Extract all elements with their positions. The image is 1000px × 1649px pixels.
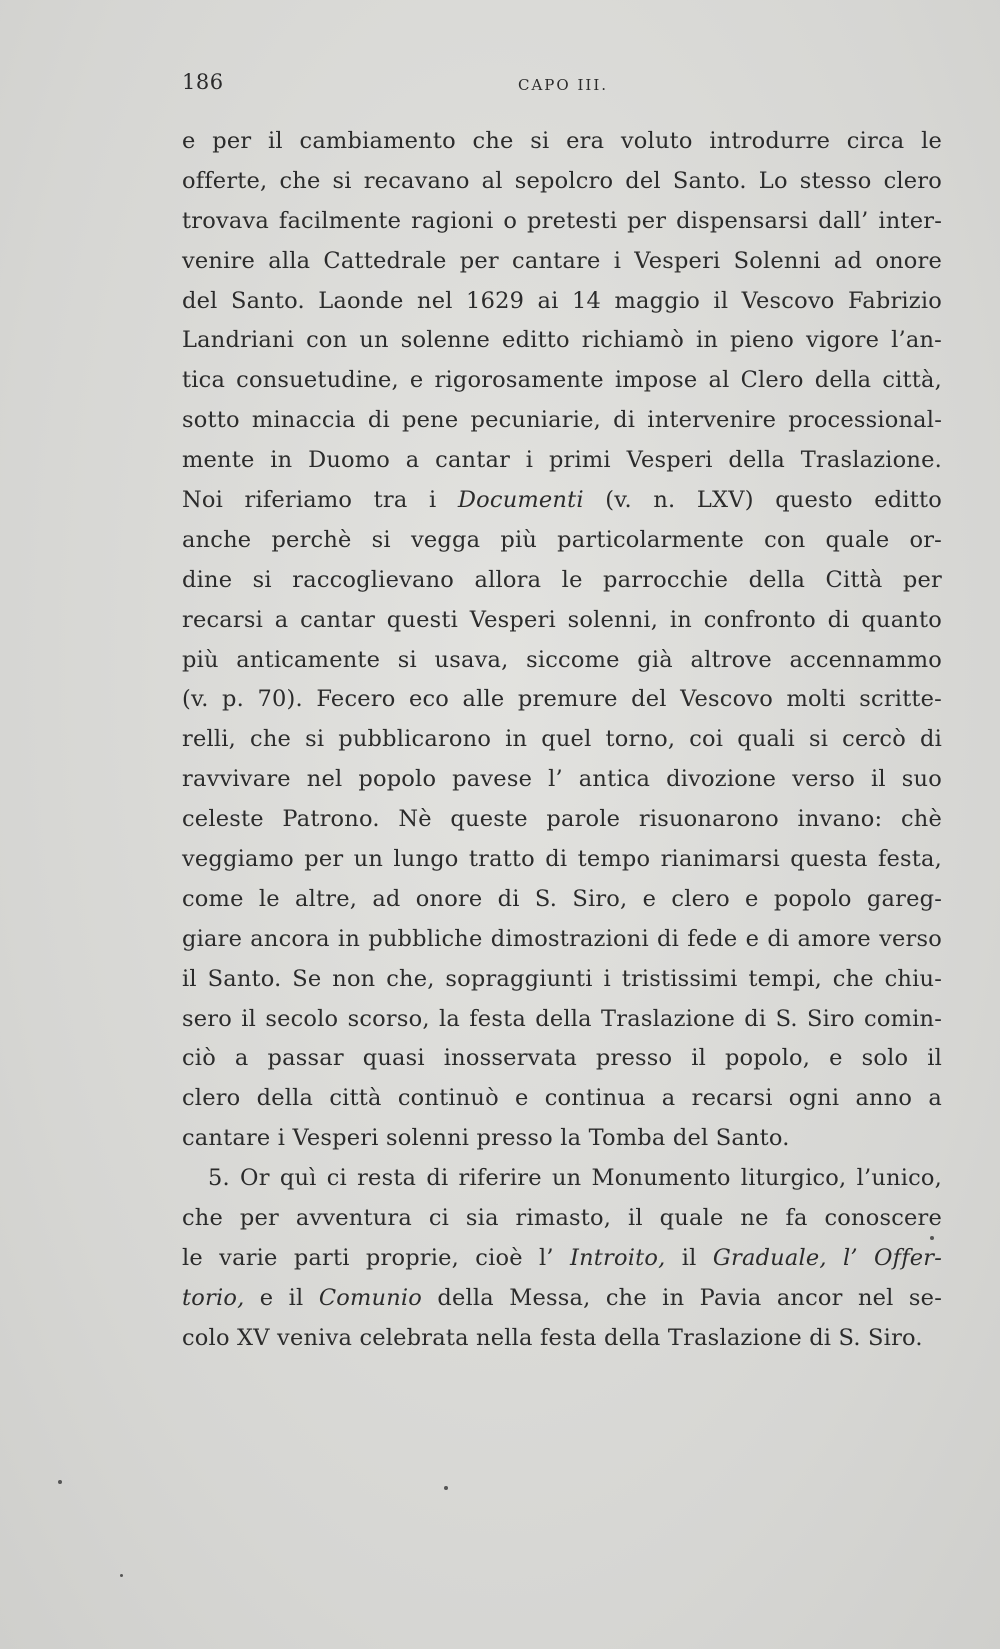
italic-term: Comunio bbox=[318, 1284, 423, 1311]
text-line: clero della città continuò e continua a recarsi ogni anno a bbox=[182, 1085, 942, 1112]
text-line: celeste Patrono. Nè queste parole risuonarono invano: chè bbox=[182, 806, 942, 833]
paper-speck bbox=[58, 1480, 62, 1484]
text-line: come le altre, ad onore di S. Siro, e clero e popolo gareg- bbox=[182, 885, 942, 912]
running-head bbox=[182, 70, 942, 100]
text-line: giare ancora in pubbliche dimostrazioni di fede e di amore verso bbox=[182, 925, 942, 952]
text-line: sotto minaccia di pene pecuniarie, di intervenire processional- bbox=[182, 407, 942, 434]
text-line-with-italic: torio, e il Comunio della Messa, che in Pavia ancor nel se- bbox=[182, 1284, 942, 1311]
text-line: Landriani con un solenne editto richiamò in pieno vigore l’an- bbox=[182, 327, 942, 354]
italic-term: Graduale, bbox=[712, 1244, 827, 1271]
italic-term: torio, bbox=[182, 1284, 245, 1311]
text-line: mente in Duomo a cantar i primi Vesperi della Traslazione. bbox=[182, 447, 942, 474]
text-line: che per avventura ci sia rimasto, il quale ne fa conoscere bbox=[182, 1205, 942, 1232]
text-line: sero il secolo scorso, la festa della Traslazione di S. Siro comin- bbox=[182, 1005, 942, 1032]
text-line: offerte, che si recavano al sepolcro del Santo. Lo stesso clero bbox=[182, 167, 942, 194]
text-line: e per il cambiamento che si era voluto introdurre circa le bbox=[182, 128, 942, 154]
text-line-with-italic: le varie parti proprie, cioè l’ Introito, il Graduale, l’ Offer- bbox=[182, 1244, 943, 1271]
italic-term: l’ Offer- bbox=[843, 1244, 943, 1271]
text-line: trovava facilmente ragioni o pretesti per dispensarsi dall’ inter- bbox=[182, 207, 942, 234]
paper-speck bbox=[120, 1574, 123, 1577]
text-line: venire alla Cattedrale per cantare i Vesperi Solenni ad onore bbox=[182, 247, 942, 274]
page-number: 186 bbox=[182, 70, 224, 94]
text-line: il Santo. Se non che, sopraggiunti i tristissimi tempi, che chiu- bbox=[182, 965, 942, 992]
text-line: ciò a passar quasi inosservata presso il popolo, e solo il bbox=[182, 1045, 942, 1072]
text-line: relli, che si pubblicarono in quel torno, coi quali si cercò di bbox=[182, 726, 942, 753]
text-line: colo XV veniva celebrata nella festa della Traslazione di S. Siro. bbox=[182, 1324, 923, 1351]
text-line: anche perchè si vegga più particolarmente con quale or- bbox=[182, 526, 942, 553]
text-line: cantare i Vesperi solenni presso la Tomba del Santo. bbox=[182, 1125, 790, 1152]
paper-speck bbox=[930, 1236, 934, 1240]
text-line: tica consuetudine, e rigorosamente impose al Clero della città, bbox=[182, 367, 942, 394]
text-line: veggiamo per un lungo tratto di tempo rianimarsi questa festa, bbox=[182, 846, 942, 873]
text-line-with-italic: Noi riferiamo tra i Documenti (v. n. LXV) questo editto bbox=[182, 487, 942, 514]
text-line: del Santo. Laonde nel 1629 ai 14 maggio il Vescovo Fabrizio bbox=[182, 287, 942, 314]
text-line: (v. p. 70). Fecero eco alle premure del Vescovo molti scritte- bbox=[182, 686, 942, 713]
text-line: dine si raccoglievano allora le parrocchie della Città per bbox=[182, 566, 942, 593]
text-line: ravvivare nel popolo pavese l’ antica divozione verso il suo bbox=[182, 766, 942, 793]
text-line: recarsi a cantar questi Vesperi solenni, in confronto di quanto bbox=[182, 606, 942, 633]
text-line: più anticamente si usava, siccome già altrove accennammo bbox=[182, 646, 942, 673]
text-line: 5. Or quì ci resta di riferire un Monumento liturgico, l’unico, bbox=[208, 1165, 942, 1192]
italic-term: Introito, bbox=[570, 1244, 666, 1271]
paper-speck bbox=[444, 1486, 448, 1490]
body-text bbox=[182, 122, 942, 1359]
chapter-title: CAPO III. bbox=[518, 76, 609, 94]
italic-term: Documenti bbox=[457, 487, 584, 514]
